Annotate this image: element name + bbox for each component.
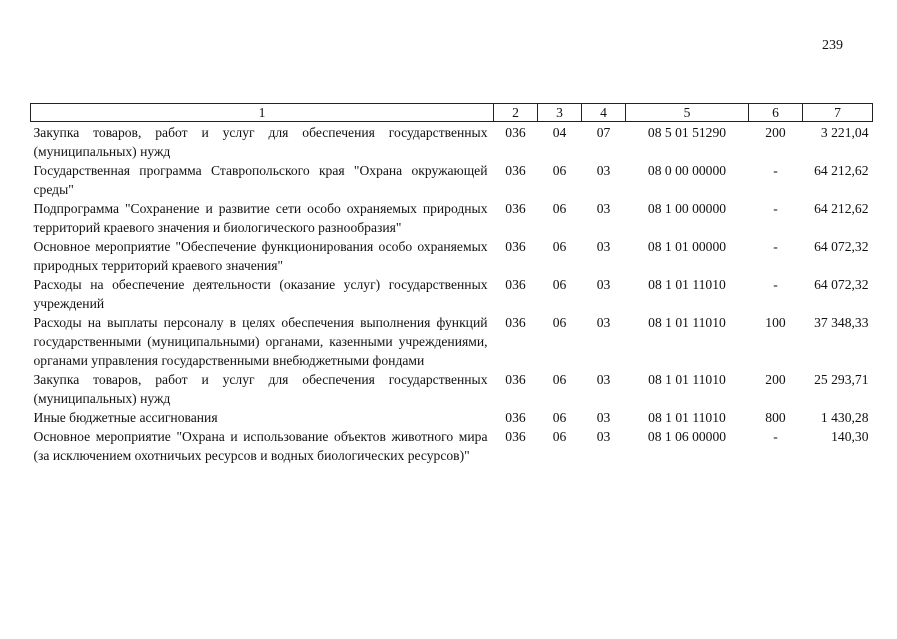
row-target-article: 08 5 01 51290	[647, 125, 727, 140]
row-expense-type: -	[773, 239, 778, 254]
table-row	[31, 237, 873, 275]
row-expense-type: -	[773, 429, 778, 444]
row-expense-type: 200	[765, 372, 786, 387]
row-description: Подпрограмма "Сохранение и развитие сети особо охраняемых природных территорий краевого значения и биологического разнообразия"	[33, 201, 488, 235]
row-ministry: 036	[505, 201, 526, 216]
row-subsection: 03	[596, 277, 611, 292]
column-header-amount: 7	[803, 104, 873, 122]
row-amount: 140,30	[831, 429, 869, 444]
row-description: Расходы на выплаты персоналу в целях обеспечения выполнения функций государственными (муниципальными) органами, казенными учреждениями, органами управления государственными внебюджетными фондами	[33, 315, 488, 368]
column-header-ministry: 2	[494, 104, 538, 122]
table-row	[31, 408, 873, 427]
row-amount: 64 212,62	[814, 201, 869, 216]
page-number: 239	[822, 38, 843, 53]
row-target-article: 08 1 01 11010	[648, 372, 726, 387]
row-ministry: 036	[505, 410, 526, 425]
row-expense-type: -	[773, 201, 778, 216]
row-amount: 3 221,04	[820, 125, 869, 140]
row-amount: 64 212,62	[814, 163, 869, 178]
row-ministry: 036	[505, 372, 526, 387]
row-target-article: 08 1 01 11010	[648, 315, 726, 330]
row-subsection: 07	[596, 125, 611, 140]
row-ministry: 036	[505, 125, 526, 140]
row-section: 06	[552, 277, 567, 292]
row-section: 06	[552, 239, 567, 254]
row-expense-type: -	[773, 163, 778, 178]
table-row	[31, 427, 873, 465]
table-row	[31, 199, 873, 237]
row-expense-type: 100	[765, 315, 786, 330]
row-section: 04	[552, 125, 567, 140]
row-description: Основное мероприятие "Обеспечение функционирования особо охраняемых природных территорий краевого значения"	[33, 239, 488, 273]
row-expense-type: -	[773, 277, 778, 292]
row-amount: 1 430,28	[820, 410, 869, 425]
row-ministry: 036	[505, 277, 526, 292]
budget-table	[30, 103, 873, 465]
row-subsection: 03	[596, 372, 611, 387]
row-target-article: 08 1 01 00000	[647, 239, 727, 254]
row-section: 06	[552, 315, 567, 330]
row-subsection: 03	[596, 429, 611, 444]
row-expense-type: 800	[765, 410, 786, 425]
row-description: Закупка товаров, работ и услуг для обеспечения государственных (муниципальных) нужд	[33, 125, 488, 159]
row-target-article: 08 1 01 11010	[648, 277, 726, 292]
column-header-subsection: 4	[582, 104, 626, 122]
row-ministry: 036	[505, 429, 526, 444]
row-target-article: 08 1 00 00000	[647, 201, 727, 216]
table-row	[31, 370, 873, 408]
table-row	[31, 313, 873, 370]
row-description: Государственная программа Ставропольского края "Охрана окружающей среды"	[33, 163, 488, 197]
table-row	[31, 275, 873, 313]
row-amount: 25 293,71	[814, 372, 869, 387]
table-row	[31, 161, 873, 199]
row-subsection: 03	[596, 201, 611, 216]
table-row	[31, 122, 873, 162]
row-description: Основное мероприятие "Охрана и использование объектов животного мира (за исключением охотничьих ресурсов и водных биологических ресурсов)"	[33, 429, 488, 463]
column-header-expense-type: 6	[749, 104, 803, 122]
table-header-row	[31, 104, 873, 122]
row-expense-type: 200	[765, 125, 786, 140]
row-ministry: 036	[505, 163, 526, 178]
row-subsection: 03	[596, 410, 611, 425]
row-amount: 64 072,32	[814, 239, 869, 254]
row-section: 06	[552, 201, 567, 216]
column-header-section: 3	[538, 104, 582, 122]
column-header-description: 1	[31, 104, 494, 122]
row-description: Иные бюджетные ассигнования	[33, 410, 218, 425]
row-section: 06	[552, 429, 567, 444]
row-subsection: 03	[596, 163, 611, 178]
row-target-article: 08 1 06 00000	[647, 429, 727, 444]
row-section: 06	[552, 410, 567, 425]
row-target-article: 08 0 00 00000	[647, 163, 727, 178]
row-ministry: 036	[505, 239, 526, 254]
row-description: Расходы на обеспечение деятельности (оказание услуг) государственных учреждений	[33, 277, 488, 311]
row-ministry: 036	[505, 315, 526, 330]
row-section: 06	[552, 372, 567, 387]
row-subsection: 03	[596, 239, 611, 254]
row-target-article: 08 1 01 11010	[648, 410, 726, 425]
row-amount: 64 072,32	[814, 277, 869, 292]
row-amount: 37 348,33	[814, 315, 869, 330]
row-subsection: 03	[596, 315, 611, 330]
column-header-target-article: 5	[626, 104, 749, 122]
row-section: 06	[552, 163, 567, 178]
row-description: Закупка товаров, работ и услуг для обеспечения государственных (муниципальных) нужд	[33, 372, 488, 406]
